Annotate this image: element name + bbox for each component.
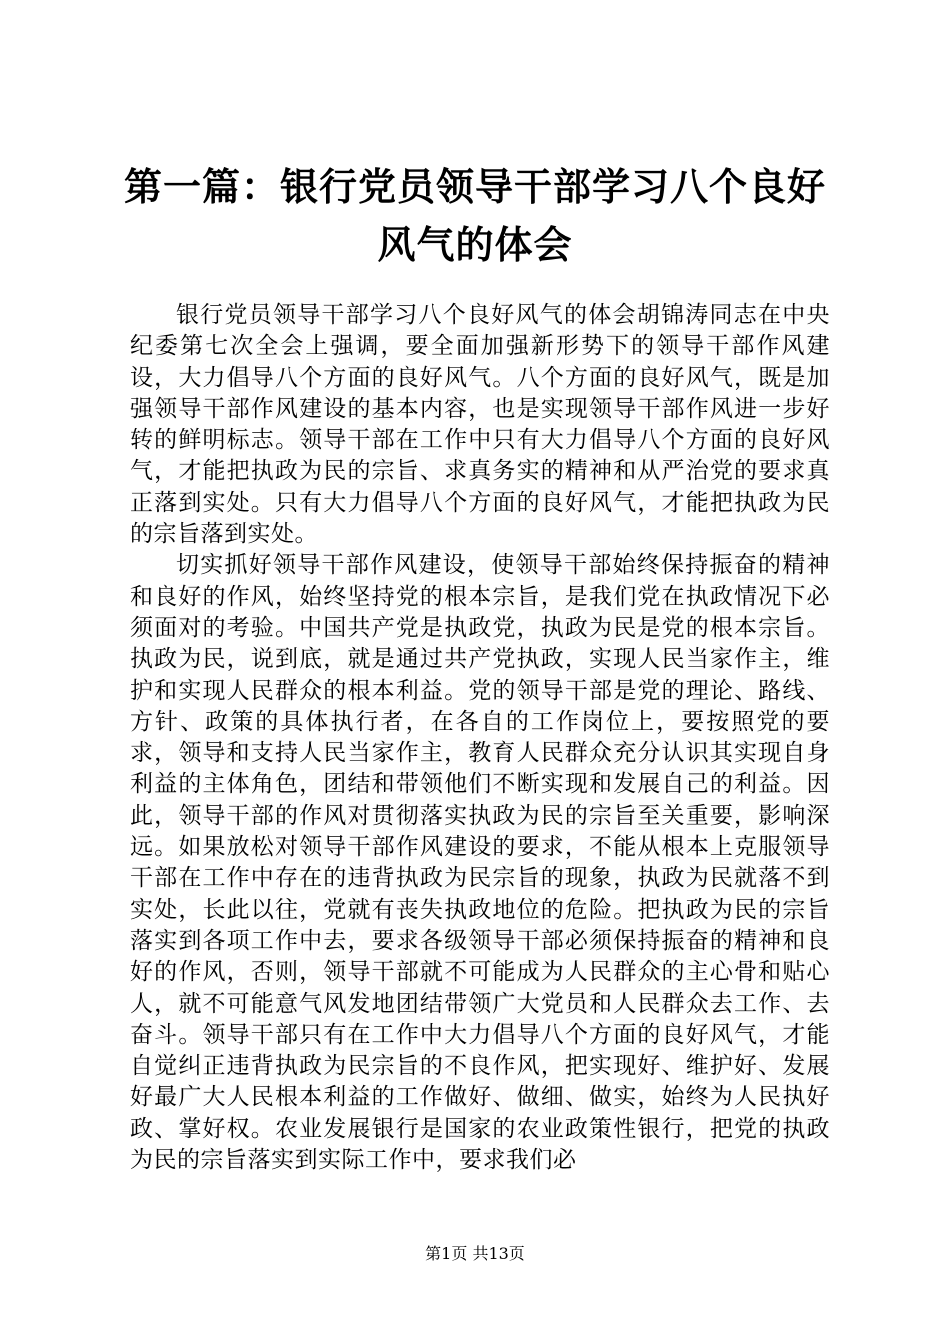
document-title: 第一篇：银行党员领导干部学习八个良好风气的体会: [123, 164, 826, 267]
document-body: [130, 300, 830, 1176]
paragraph-2: 切实抓好领导干部作风建设，使领导干部始终保持振奋的精神和良好的作风，始终坚持党的根本宗旨，是我们党在执政情况下必须面对的考验。中国共产党是执政党，执政为民是党的根本宗旨。执政为民，说到底，就是通过共产党执政，实现人民当家作主，维护和实现人民群众的根本利益。党的领导干部是党的理论、路线、方针、政策的具体执行者，在各自的工作岗位上，要按照党的要求，领导和支持人民当家作主，教育人民群众充分认识其实现自身利益的主体角色，团结和带领他们不断实现和发展自己的利益。因此，领导干部的作风对贯彻落实执政为民的宗旨至关重要，影响深远。如果放松对领导干部作风建设的要求，不能从根本上克服领导干部在工作中存在的违背执政为民宗旨的现象，执政为民就落不到实处，长此以往，党就有丧失执政地位的危险。把执政为民的宗旨落实到各项工作中去，要求各级领导干部必须保持振奋的精神和良好的作风，否则，领导干部就不可能成为人民群众的主心骨和贴心人，就不可能意气风发地团结带领广大党员和人民群众去工作、去奋斗。领导干部只有在工作中大力倡导八个方面的良好风气，才能自觉纠正违背执政为民宗旨的不良作风，把实现好、维护好、发展好最广大人民根本利益的工作做好、做细、做实，始终为人民执好政、掌好权。农业发展银行是国家的农业政策性银行，把党的执政为民的宗旨落实到实际工作中，要求我们必: [130, 552, 830, 1174]
paragraph-1: 银行党员领导干部学习八个良好风气的体会胡锦涛同志在中央纪委第七次全会上强调，要全面加强新形势下的领导干部作风建设，大力倡导八个方面的良好风气。八个方面的良好风气，既是加强领导干部作风建设的基本内容，也是实现领导干部作风进一步好转的鲜明标志。领导干部在工作中只有大力倡导八个方面的良好风气，才能把执政为民的宗旨、求真务实的精神和从严治党的要求真正落到实处。只有大力倡导八个方面的良好风气，才能把执政为民的宗旨落到实处。: [130, 302, 830, 548]
page-footer: 第1页 共13页: [425, 1244, 525, 1263]
